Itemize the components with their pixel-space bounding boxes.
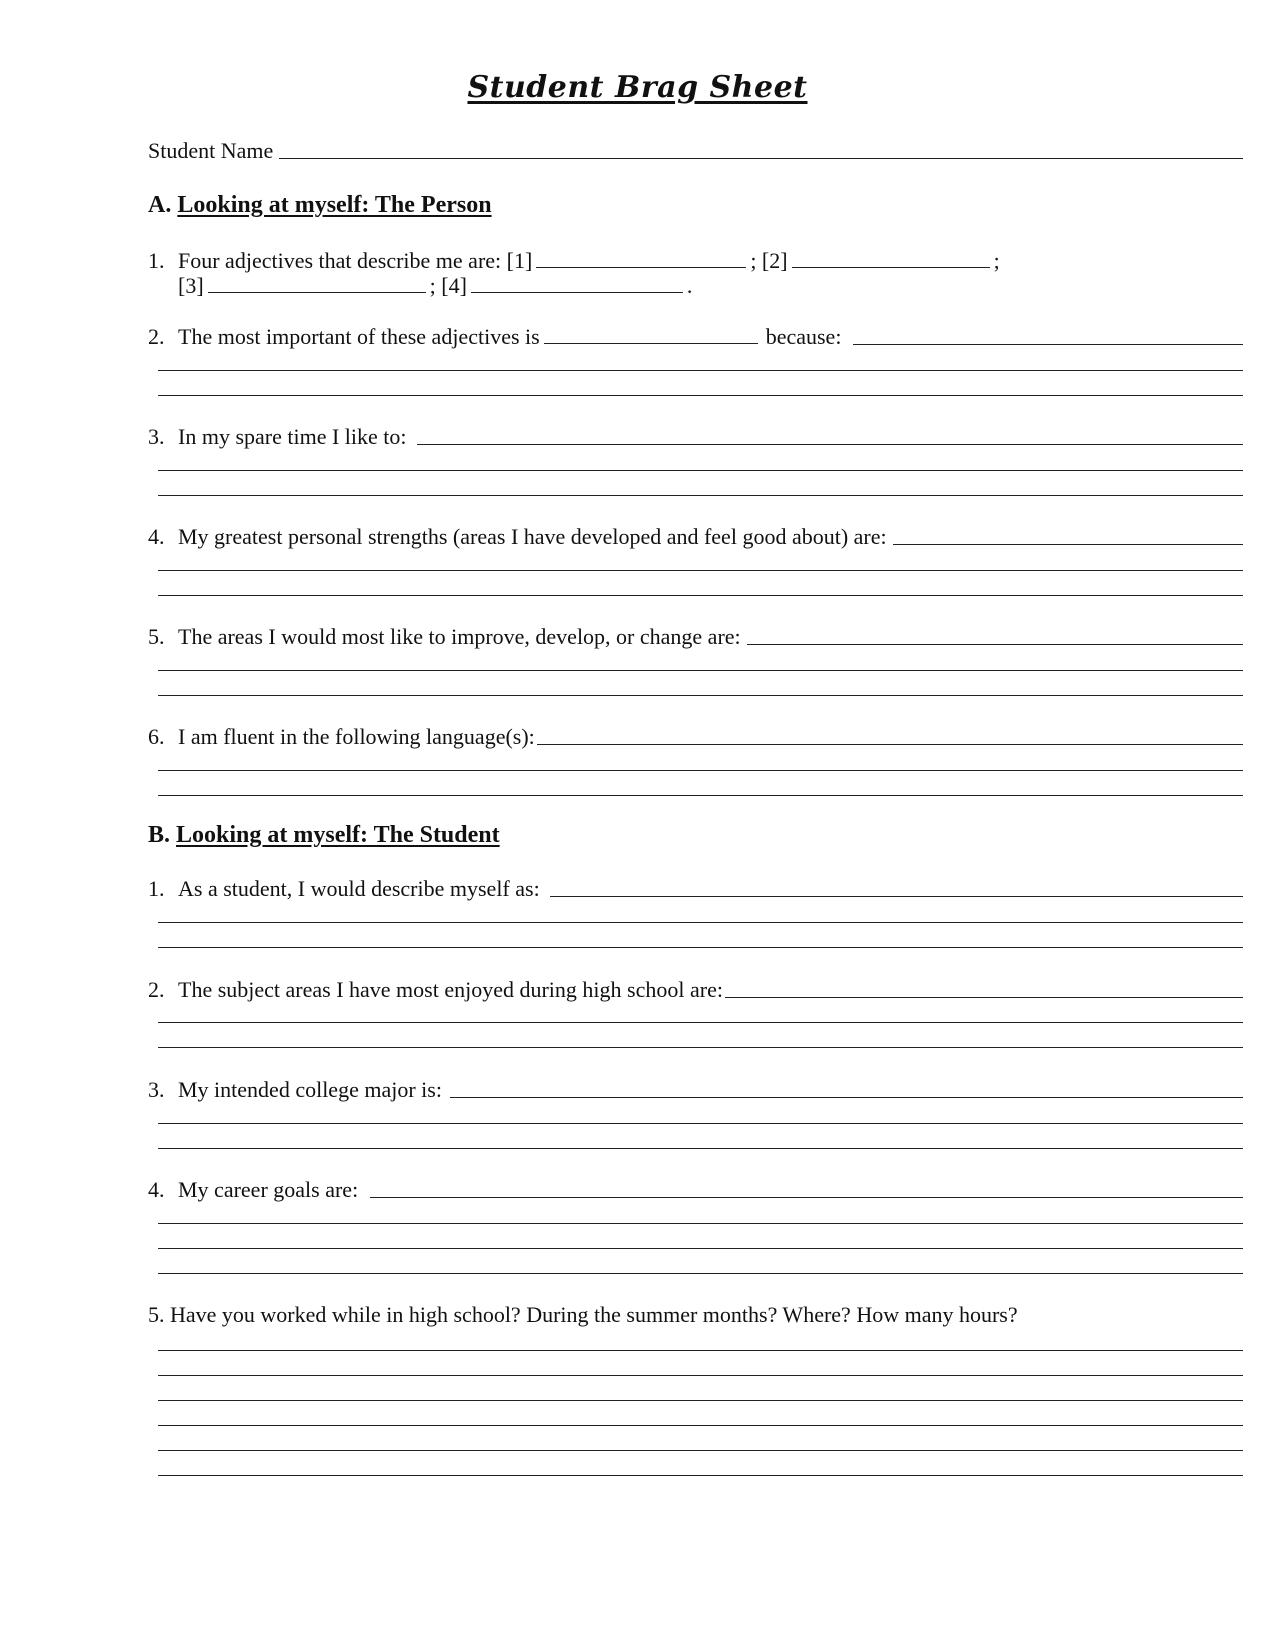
- student-name-field[interactable]: [279, 157, 1243, 159]
- b1-answer-field[interactable]: [550, 895, 1243, 897]
- answer-line[interactable]: [158, 495, 1243, 496]
- section-a-letter: A.: [148, 192, 172, 218]
- a5-row: [148, 624, 1243, 650]
- a1-label-3: [3]: [178, 273, 204, 298]
- b4-question: My career goals are:: [178, 1177, 359, 1202]
- answer-line[interactable]: [158, 795, 1243, 796]
- b3-question: My intended college major is:: [178, 1077, 442, 1102]
- a3-answer-field[interactable]: [417, 443, 1244, 445]
- a4-row: [148, 524, 1243, 550]
- answer-line[interactable]: [158, 370, 1243, 371]
- answer-line[interactable]: [158, 470, 1243, 471]
- answer-line[interactable]: [158, 1047, 1243, 1048]
- important-adjective-field[interactable]: [544, 342, 758, 344]
- b2-question: The subject areas I have most enjoyed during high school are:: [178, 977, 723, 1002]
- a2-number: 2.: [148, 324, 165, 349]
- b1-question: As a student, I would describe myself as:: [178, 876, 540, 901]
- b5-row: [148, 1302, 1243, 1328]
- section-b-title: Looking at myself: The Student: [176, 822, 500, 848]
- a5-question: The areas I would most like to improve, develop, or change are:: [178, 624, 741, 649]
- section-b-heading: [148, 822, 500, 849]
- answer-line[interactable]: [158, 947, 1243, 948]
- a2-because: because:: [765, 324, 842, 349]
- page-title: Student Brag Sheet: [467, 70, 808, 105]
- section-b-letter: B.: [148, 822, 171, 848]
- a6-answer-field[interactable]: [537, 743, 1243, 745]
- a2-answer-field[interactable]: [853, 343, 1243, 345]
- a1-label-2: ; [2]: [750, 248, 788, 273]
- b3-row: [148, 1077, 1243, 1103]
- a1-question: Four adjectives that describe me are: [1]: [178, 248, 533, 273]
- a2-row: [148, 324, 1243, 350]
- answer-line[interactable]: [158, 922, 1243, 923]
- a4-question: My greatest personal strengths (areas I have developed and feel good about) are:: [178, 524, 887, 549]
- a2-question: The most important of these adjectives is: [178, 324, 540, 349]
- b1-row: [148, 876, 1243, 902]
- a4-number: 4.: [148, 524, 165, 549]
- adjective-4-field[interactable]: [471, 291, 683, 293]
- answer-line[interactable]: [158, 395, 1243, 396]
- answer-line[interactable]: [158, 1248, 1243, 1249]
- answer-line[interactable]: [158, 670, 1243, 671]
- section-a-heading: [148, 192, 492, 219]
- student-name-label: Student Name: [148, 138, 274, 163]
- answer-line[interactable]: [158, 1022, 1243, 1023]
- b1-number: 1.: [148, 876, 165, 901]
- a1-row: [148, 248, 1000, 274]
- b5-question: 5. Have you worked while in high school? During the summer months? Where? How many hours?: [148, 1302, 1018, 1327]
- answer-line[interactable]: [158, 1475, 1243, 1476]
- b3-number: 3.: [148, 1077, 165, 1102]
- answer-line[interactable]: [158, 1123, 1243, 1124]
- b3-answer-field[interactable]: [450, 1096, 1243, 1098]
- answer-line[interactable]: [158, 1375, 1243, 1376]
- answer-line[interactable]: [158, 1223, 1243, 1224]
- answer-line[interactable]: [158, 770, 1243, 771]
- student-name-row: [148, 138, 1243, 164]
- a1-label-4: ; [4]: [429, 273, 467, 298]
- answer-line[interactable]: [158, 1148, 1243, 1149]
- a3-row: [148, 424, 1243, 450]
- b2-answer-field[interactable]: [725, 996, 1243, 998]
- b4-number: 4.: [148, 1177, 165, 1202]
- a3-number: 3.: [148, 424, 165, 449]
- b2-number: 2.: [148, 977, 165, 1002]
- adjective-2-field[interactable]: [792, 266, 990, 268]
- a5-answer-field[interactable]: [747, 643, 1243, 645]
- b4-answer-field[interactable]: [370, 1196, 1243, 1198]
- a1-period: .: [686, 273, 693, 298]
- a4-answer-field[interactable]: [893, 543, 1243, 545]
- answer-line[interactable]: [158, 1400, 1243, 1401]
- a3-question: In my spare time I like to:: [178, 424, 407, 449]
- adjective-3-field[interactable]: [208, 291, 426, 293]
- answer-line[interactable]: [158, 1273, 1243, 1274]
- a1-semicolon: ;: [993, 248, 1000, 273]
- b2-row: [148, 977, 1243, 1003]
- section-a-title: Looking at myself: The Person: [177, 192, 492, 218]
- answer-line[interactable]: [158, 695, 1243, 696]
- a1-number: 1.: [148, 248, 165, 273]
- answer-line[interactable]: [158, 1425, 1243, 1426]
- answer-line[interactable]: [158, 570, 1243, 571]
- a6-number: 6.: [148, 724, 165, 749]
- a5-number: 5.: [148, 624, 165, 649]
- answer-line[interactable]: [158, 595, 1243, 596]
- answer-line[interactable]: [158, 1450, 1243, 1451]
- a6-question: I am fluent in the following language(s):: [178, 724, 535, 749]
- a6-row: [148, 724, 1243, 750]
- adjective-1-field[interactable]: [536, 266, 746, 268]
- a1-row-2: [178, 273, 692, 299]
- b4-row: [148, 1177, 1243, 1203]
- answer-line[interactable]: [158, 1350, 1243, 1351]
